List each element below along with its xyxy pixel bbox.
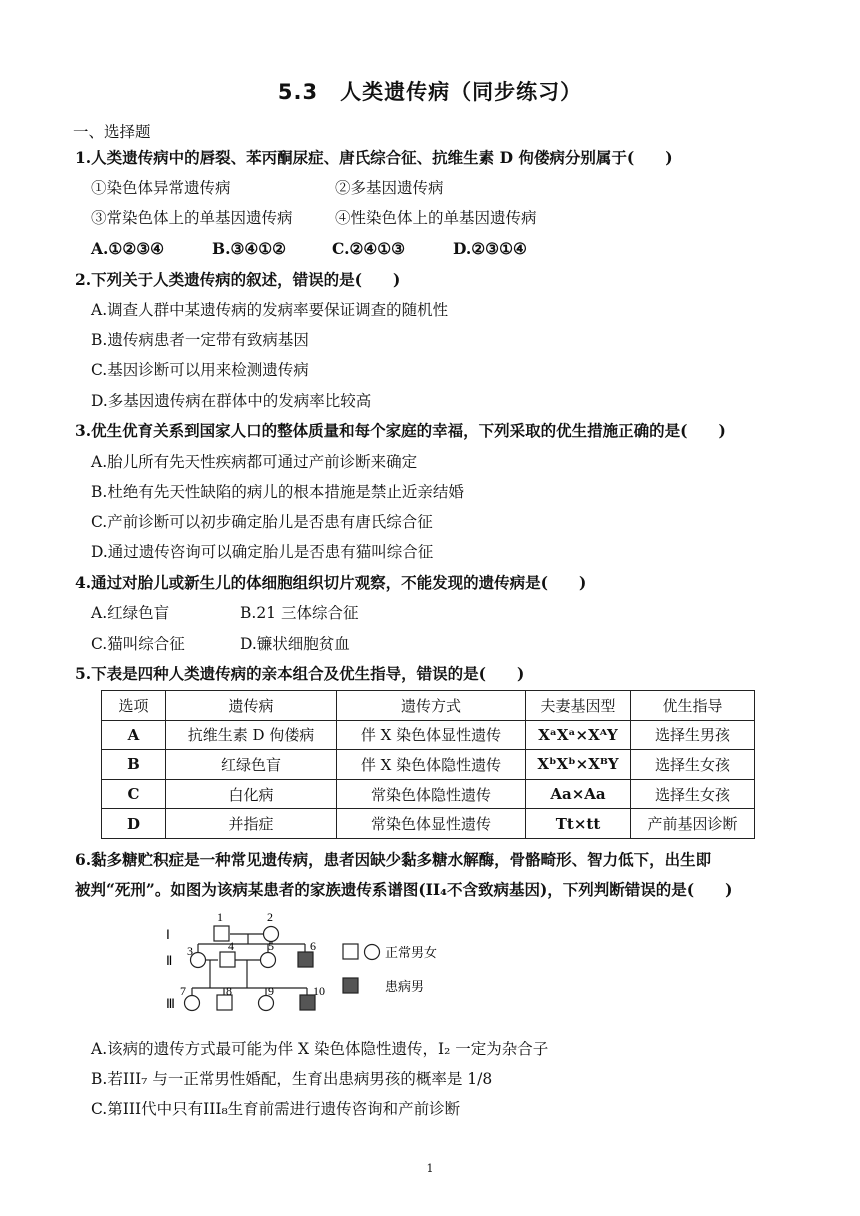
cell-genotype: XᵃXᵃ×XᴬY <box>526 720 631 750</box>
cell-genotype: Tt×tt <box>526 809 631 839</box>
q3-option-b: B.杜绝有先天性缺陷的病儿的根本措施是禁止近亲结婚 <box>91 483 464 501</box>
table-row <box>102 779 755 809</box>
pedigree-number: 8 <box>226 984 232 998</box>
q1-option-a: A.①②③④ <box>91 239 165 258</box>
header-cell: 夫妻基因型 <box>526 691 631 721</box>
cell-genotype: XᵇXᵇ×XᴮY <box>526 750 631 780</box>
page-number: 1 <box>426 1162 434 1175</box>
q3-stem: 3.优生优育关系到国家人口的整体质量和每个家庭的幸福，下列采取的优生措施正确的是( ) <box>75 421 726 440</box>
pedigree-number: 6 <box>310 939 316 953</box>
cell-disease: 白化病 <box>166 779 337 809</box>
q1-option-c: C.②④①③ <box>332 239 406 258</box>
cell-option: B <box>102 750 166 780</box>
legend-affected-male-icon <box>343 978 358 993</box>
pedigree-chart <box>160 905 460 1035</box>
pedigree-number: 5 <box>268 939 274 953</box>
table-row <box>102 750 755 780</box>
q2-option-a: A.调查人群中某遗传病的发病率要保证调查的随机性 <box>91 301 449 319</box>
cell-genotype: Aa×Aa <box>526 779 631 809</box>
legend-normal-label: 正常男女 <box>385 945 438 960</box>
cell-option: D <box>102 809 166 839</box>
genetics-table <box>101 690 755 839</box>
legend-normal-female-icon <box>365 945 380 960</box>
q4-option-c: C.猫叫综合征 <box>91 635 185 653</box>
cell-mode: 伴 X 染色体显性遗传 <box>337 720 526 750</box>
q6-stem-line2: 被判“死刑”。如图为该病某患者的家族遗传系谱图(II₄不含致病基因)，下列判断错误的是( ) <box>75 880 733 899</box>
cell-mode: 常染色体隐性遗传 <box>337 779 526 809</box>
cell-advice: 选择生女孩 <box>631 750 755 780</box>
q3-option-c: C.产前诊断可以初步确定胎儿是否患有唐氏综合征 <box>91 513 433 531</box>
cell-disease: 抗维生素 D 佝偻病 <box>166 720 337 750</box>
pedigree-II4-male <box>220 952 235 967</box>
q6-stem-line1: 6.黏多糖贮积症是一种常见遗传病，患者因缺少黏多糖水解酶，骨骼畸形、智力低下，出生即 <box>75 850 712 869</box>
q2-option-b: B.遗传病患者一定带有致病基因 <box>91 331 309 349</box>
q6-option-b: B.若III₇ 与一正常男性婚配，生育出患病男孩的概率是 1/8 <box>91 1070 493 1088</box>
pedigree-III7-female <box>185 996 200 1011</box>
pedigree-number: 4 <box>228 939 234 953</box>
q3-option-a: A.胎儿所有先天性疾病都可通过产前诊断来确定 <box>91 453 418 471</box>
cell-disease: 红绿色盲 <box>166 750 337 780</box>
q6-option-a: A.该病的遗传方式最可能为伴 X 染色体隐性遗传，I₂ 一定为杂合子 <box>91 1040 549 1058</box>
pedigree-number: 1 <box>217 910 223 924</box>
q1-item-3: ③常染色体上的单基因遗传病 <box>91 209 293 227</box>
q4-option-a: A.红绿色盲 <box>91 604 170 622</box>
section-heading: 一、选择题 <box>73 123 151 141</box>
q1-option-d: D.②③①④ <box>453 239 527 258</box>
q1-item-4: ④性染色体上的单基因遗传病 <box>335 209 537 227</box>
table-row <box>102 720 755 750</box>
q1-option-b: B.③④①② <box>212 239 287 258</box>
q5-stem: 5.下表是四种人类遗传病的亲本组合及优生指导，错误的是( ) <box>75 664 525 683</box>
pedigree-number: 7 <box>180 984 186 998</box>
table-row <box>102 809 755 839</box>
q1-item-1: ①染色体异常遗传病 <box>91 179 231 197</box>
table-header-row <box>102 691 755 721</box>
generation-label: Ⅱ <box>166 953 173 968</box>
q1-item-2: ②多基因遗传病 <box>335 179 444 197</box>
header-cell: 选项 <box>102 691 166 721</box>
pedigree-number: 3 <box>187 944 193 958</box>
cell-advice: 产前基因诊断 <box>631 809 755 839</box>
cell-mode: 伴 X 染色体隐性遗传 <box>337 750 526 780</box>
q4-option-b: B.21 三体综合征 <box>240 604 359 622</box>
header-cell: 遗传方式 <box>337 691 526 721</box>
pedigree-I1-male <box>214 926 229 941</box>
pedigree-number: 10 <box>313 984 325 998</box>
legend-affected-label: 患病男 <box>385 979 425 994</box>
cell-advice: 选择生女孩 <box>631 779 755 809</box>
cell-option: A <box>102 720 166 750</box>
pedigree-II6-affected-male <box>298 952 313 967</box>
q2-stem: 2.下列关于人类遗传病的叙述，错误的是( ) <box>75 270 401 289</box>
q2-option-d: D.多基因遗传病在群体中的发病率比较高 <box>91 392 372 410</box>
generation-label: Ⅲ <box>166 996 175 1011</box>
pedigree-number: 2 <box>267 910 273 924</box>
q6-option-c: C.第III代中只有III₈生育前需进行遗传咨询和产前诊断 <box>91 1100 461 1118</box>
q4-option-d: D.镰状细胞贫血 <box>240 635 350 653</box>
cell-option: C <box>102 779 166 809</box>
q1-stem: 1.人类遗传病中的唇裂、苯丙酮尿症、唐氏综合征、抗维生素 D 佝偻病分别属于( ) <box>75 148 673 167</box>
q3-option-d: D.通过遗传咨询可以确定胎儿是否患有猫叫综合征 <box>91 543 434 561</box>
generation-label: Ⅰ <box>166 927 170 942</box>
page-title: 5.3 人类遗传病（同步练习） <box>277 80 583 104</box>
header-cell: 遗传病 <box>166 691 337 721</box>
q2-option-c: C.基因诊断可以用来检测遗传病 <box>91 361 309 379</box>
cell-disease: 并指症 <box>166 809 337 839</box>
legend-normal-male-icon <box>343 944 358 959</box>
cell-mode: 常染色体显性遗传 <box>337 809 526 839</box>
pedigree-II5-female <box>261 953 276 968</box>
header-cell: 优生指导 <box>631 691 755 721</box>
q4-stem: 4.通过对胎儿或新生儿的体细胞组织切片观察，不能发现的遗传病是( ) <box>75 573 587 592</box>
pedigree-number: 9 <box>268 984 274 998</box>
cell-advice: 选择生男孩 <box>631 720 755 750</box>
